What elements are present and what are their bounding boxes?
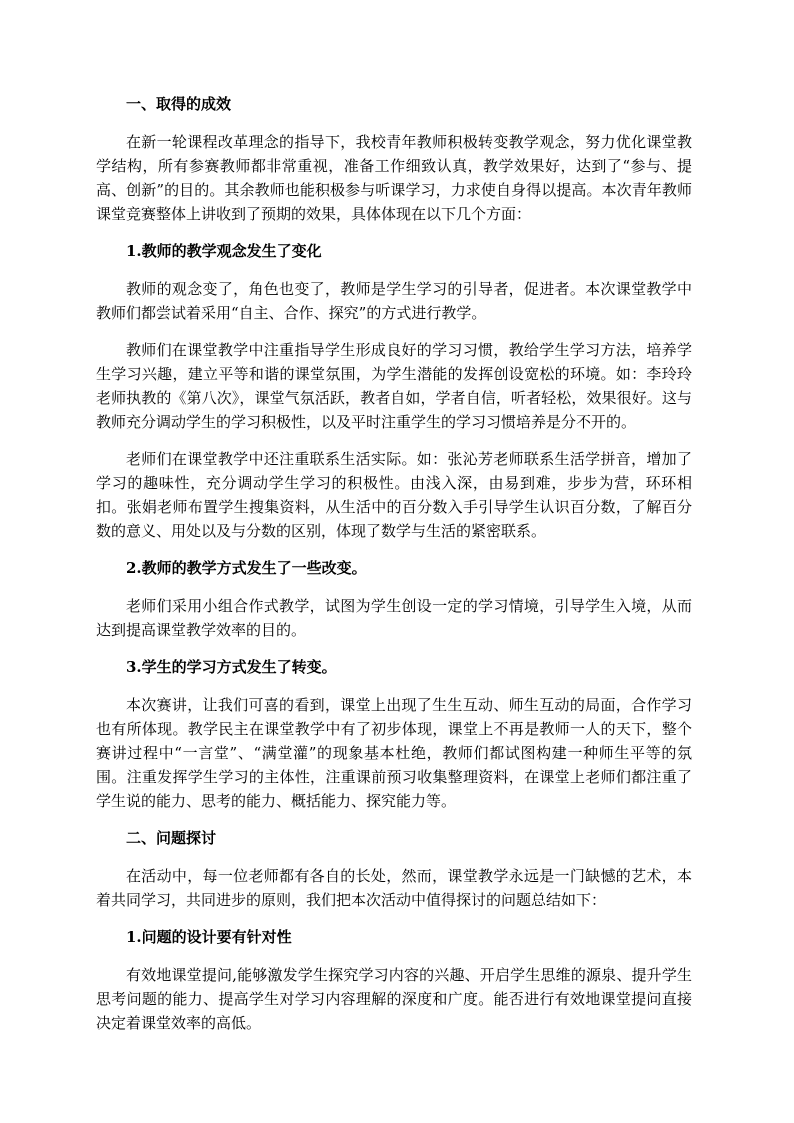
paragraph: 在活动中，每一位老师都有各自的长处，然而，课堂教学永远是一门缺憾的艺术，本着共同学习，共同进步的原则，我们把本次活动中值得探讨的问题总结如下： — [96, 867, 692, 909]
subsection-heading: 1.问题的设计要有针对性 — [126, 928, 292, 946]
section-heading-problems: 二、问题探讨 — [126, 829, 217, 847]
subsection-heading: 3.学生的学习方式发生了转变。 — [126, 658, 337, 676]
paragraph: 教师的观念变了，角色也变了，教师是学生学习的引导者，促进者。本次课堂教学中教师们都尝试着采用“自主、合作、探究”的方式进行教学。 — [96, 280, 692, 322]
paragraph: 教师们在课堂教学中注重指导学生形成良好的学习习惯，教给学生学习方法，培养学生学习兴趣，建立平等和谐的课堂氛围，为学生潜能的发挥创设宽松的环境。如：李玲玲老师执教的《第八次》，课堂气氛活跃，教者自如，学者自信，听者轻松，效果很好。这与教师充分调动学生的学习积极性，以及平时注重学生的学习习惯培养是分不开的。 — [96, 341, 692, 431]
paragraph: 老师们在课堂教学中还注重联系生活实际。如：张沁芳老师联系生活学拼音，增加了学习的趣味性，充分调动学生学习的积极性。由浅入深，由易到难，步步为营，环环相扣。张娟老师布置学生搜集资料，从生活中的百分数入手引导学生认识百分数，了解百分数的意义、用处以及与分数的区别，体现了数学与生活的紧密联系。 — [96, 450, 692, 540]
paragraph: 本次赛讲，让我们可喜的看到，课堂上出现了生生互动、师生互动的局面，合作学习也有所体现。教学民主在课堂教学中有了初步体现，课堂上不再是教师一人的天下，整个赛讲过程中“一言堂”、“满堂灌”的现象基本杜绝，教师们都试图构建一种师生平等的氛围。注重发挥学生学习的主体性，注重课前预习收集整理资料，在课堂上老师们都注重了学生说的能力、思考的能力、概括能力、探究能力等。 — [96, 696, 692, 810]
paragraph: 老师们采用小组合作式教学，试图为学生创设一定的学习情境，引导学生入境，从而达到提高课堂教学效率的目的。 — [96, 597, 692, 639]
subsection-heading: 2.教师的教学方式发生了一些改变。 — [126, 559, 367, 577]
paragraph: 在新一轮课程改革理念的指导下，我校青年教师积极转变教学观念，努力优化课堂教学结构，所有参赛教师都非常重视，准备工作细致认真，教学效果好，达到了“参与、提高、创新”的目的。其余教师也能积极参与听课学习，力求使自身得以提高。本次青年教师课堂竞赛整体上讲收到了预期的效果，具体体现在以下几个方面： — [96, 133, 692, 223]
subsection-heading: 1.教师的教学观念发生了变化 — [126, 242, 322, 260]
section-heading-achievements: 一、取得的成效 — [126, 95, 232, 113]
document-body — [96, 92, 692, 1048]
paragraph: 有效地课堂提问,能够激发学生探究学习内容的兴趣、开启学生思维的源泉、提升学生思考问题的能力、提高学生对学习内容理解的深度和广度。能否进行有效地课堂提问直接决定着课堂效率的高低。 — [96, 966, 692, 1032]
